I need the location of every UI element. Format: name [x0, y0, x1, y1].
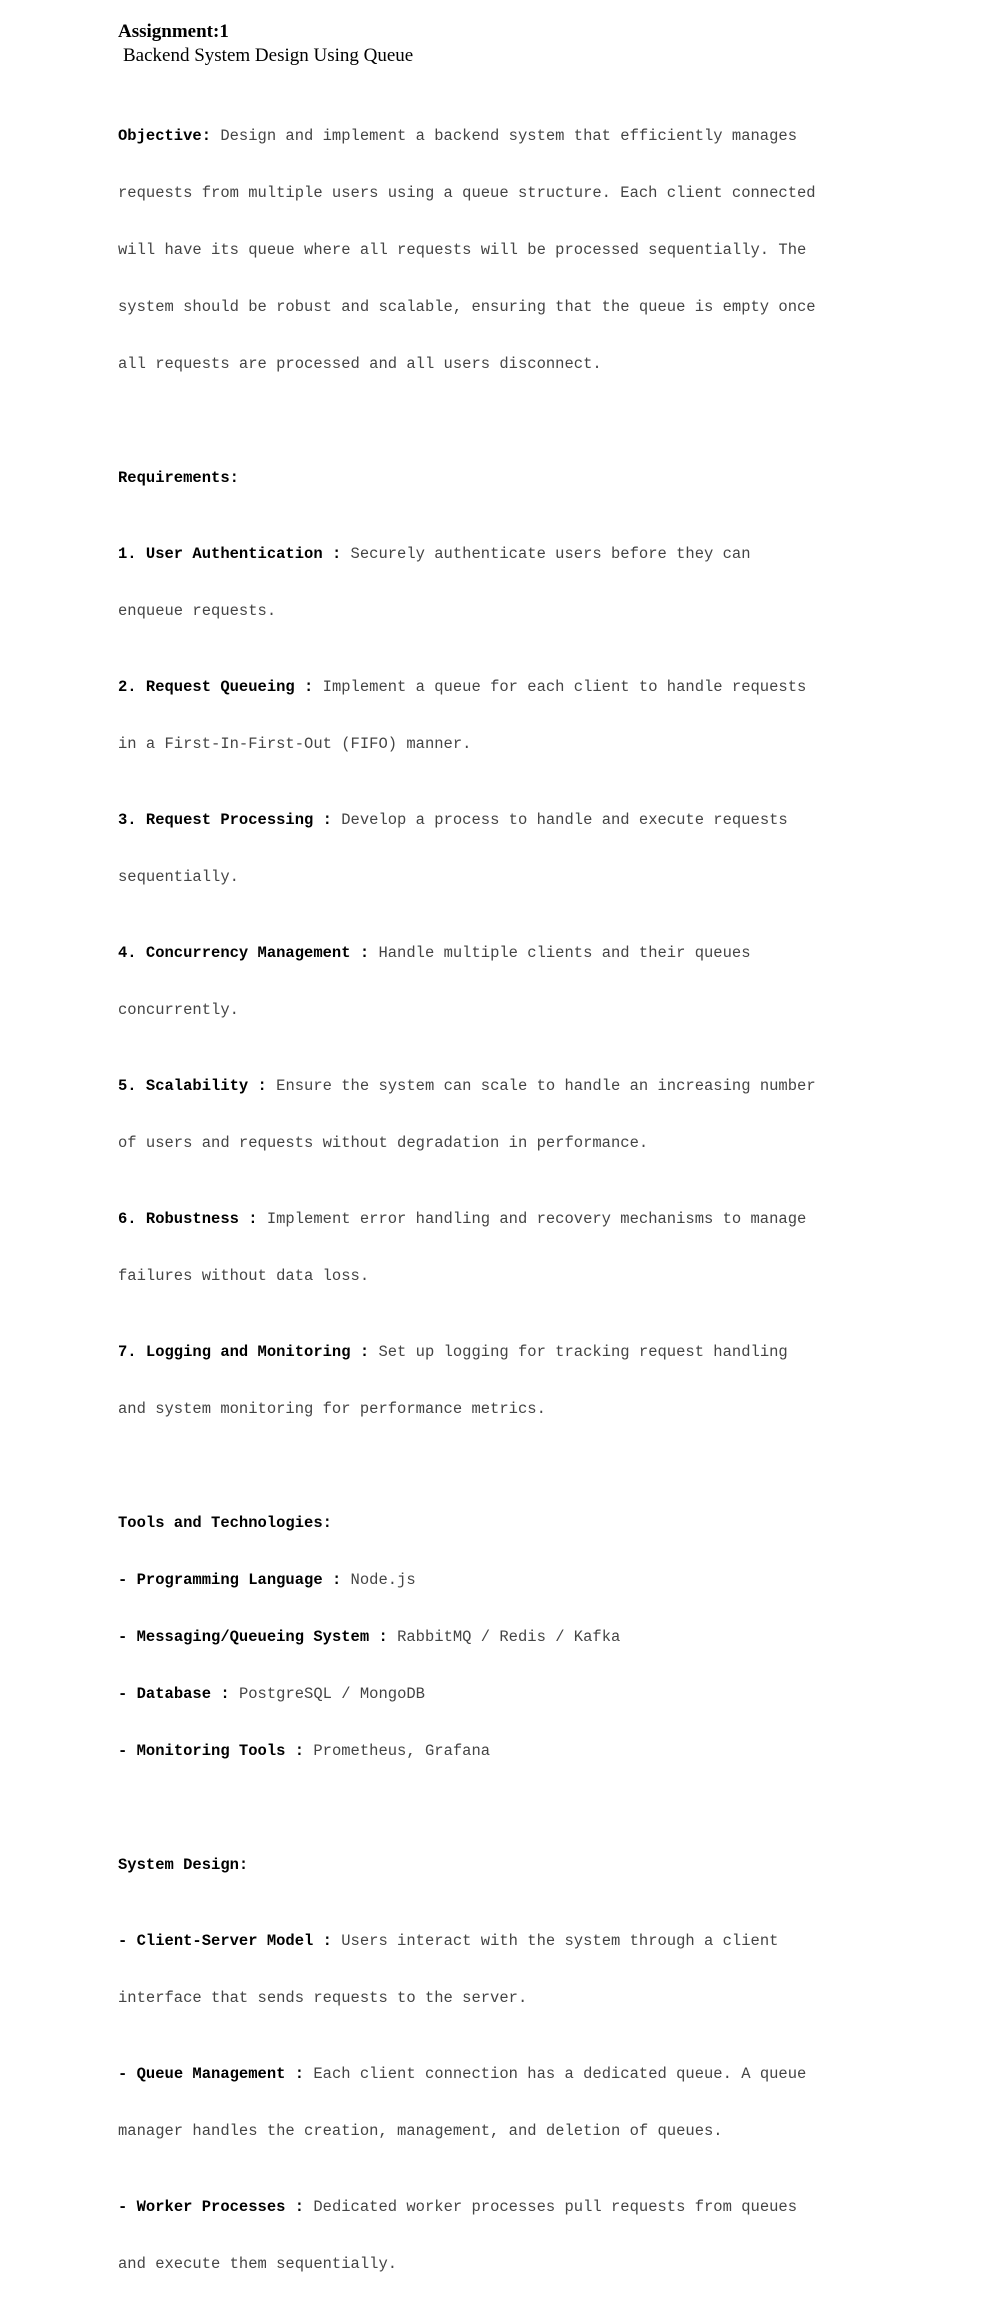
design-text: manager handles the creation, management, and deletion of queues.	[118, 2122, 723, 2140]
design-separator: :	[285, 2198, 314, 2216]
requirement-title: Robustness	[145, 1210, 239, 1228]
tool-title: Programming Language	[136, 1571, 323, 1589]
requirement-separator: :	[350, 1343, 379, 1361]
requirement-text: concurrently.	[118, 1001, 239, 1019]
objective-section	[118, 89, 918, 412]
requirement-title: Request Queueing	[145, 678, 295, 696]
design-text: and execute them sequentially.	[118, 2255, 398, 2273]
requirement-text: Set up logging for tracking request handling	[378, 1343, 788, 1361]
requirement-text: enqueue requests.	[118, 602, 277, 620]
objective-line: system should be robust and scalable, ensuring that the queue is empty once	[118, 298, 816, 316]
requirement-separator: :	[248, 1077, 277, 1095]
tool-separator: :	[285, 1742, 314, 1760]
requirement-text: Ensure the system can scale to handle an increasing number	[276, 1077, 816, 1095]
requirement-separator: :	[350, 944, 379, 962]
requirement-text: Develop a process to handle and execute requests	[341, 811, 788, 829]
design-separator: :	[285, 2065, 314, 2083]
requirements-heading: Requirements:	[118, 469, 239, 487]
requirement-text: Securely authenticate users before they can	[350, 545, 751, 563]
requirement-number: 6.	[118, 1210, 146, 1228]
document-content	[118, 20, 918, 2312]
design-separator: :	[313, 1932, 342, 1950]
design-text: interface that sends requests to the server.	[118, 1989, 528, 2007]
tool-separator: :	[211, 1685, 239, 1703]
design-title: Client-Server Model	[136, 1932, 314, 1950]
design-bullet: -	[118, 1932, 137, 1950]
requirement-title: Concurrency Management	[145, 944, 351, 962]
requirement-text: in a First-In-First-Out (FIFO) manner.	[118, 735, 472, 753]
requirement-separator: :	[313, 811, 342, 829]
tool-bullet: -	[118, 1742, 137, 1760]
requirement-text: and system monitoring for performance metrics.	[118, 1400, 546, 1418]
requirement-text: Implement a queue for each client to handle requests	[322, 678, 807, 696]
objective-line: requests from multiple users using a queue structure. Each client connected	[118, 184, 816, 202]
requirement-text: sequentially.	[118, 868, 239, 886]
assignment-subtitle: Backend System Design Using Queue	[123, 45, 414, 66]
objective-line: all requests are processed and all users disconnect.	[118, 355, 602, 373]
tool-title: Messaging/Queueing System	[136, 1628, 370, 1646]
requirement-text: of users and requests without degradation in performance.	[118, 1134, 649, 1152]
requirement-title: Request Processing	[145, 811, 314, 829]
tool-title: Monitoring Tools	[136, 1742, 286, 1760]
requirement-text: failures without data loss.	[118, 1267, 370, 1285]
requirement-title: User Authentication	[145, 545, 323, 563]
design-bullet: -	[118, 2065, 137, 2083]
requirement-title: Scalability	[145, 1077, 249, 1095]
design-text: Each client connection has a dedicated queue. A queue	[313, 2065, 807, 2083]
tool-value: Prometheus, Grafana	[313, 1742, 491, 1760]
assignment-title: Assignment:1	[118, 21, 229, 42]
objective-label: Objective:	[118, 127, 212, 145]
requirement-separator: :	[238, 1210, 267, 1228]
requirement-number: 2.	[118, 678, 146, 696]
tool-value: PostgreSQL / MongoDB	[238, 1685, 425, 1703]
requirement-title: Logging and Monitoring	[145, 1343, 351, 1361]
tool-value: Node.js	[350, 1571, 416, 1589]
tools-section	[118, 1476, 918, 1799]
objective-line: Design and implement a backend system that efficiently manages	[211, 127, 798, 145]
tool-title: Database	[136, 1685, 212, 1703]
requirement-number: 4.	[118, 944, 146, 962]
design-text: Users interact with the system through a client	[341, 1932, 779, 1950]
requirement-text: Implement error handling and recovery mechanisms to manage	[266, 1210, 807, 1228]
requirement-number: 7.	[118, 1343, 146, 1361]
tool-bullet: -	[118, 1685, 137, 1703]
objective-line: will have its queue where all requests will be processed sequentially. The	[118, 241, 807, 259]
requirement-number: 3.	[118, 811, 146, 829]
requirements-section	[118, 431, 918, 1457]
design-title: Worker Processes	[136, 2198, 286, 2216]
requirement-number: 5.	[118, 1077, 146, 1095]
tool-value: RabbitMQ / Redis / Kafka	[397, 1628, 621, 1646]
tool-separator: :	[322, 1571, 351, 1589]
requirement-number: 1.	[118, 545, 146, 563]
tool-bullet: -	[118, 1571, 137, 1589]
design-title: Queue Management	[136, 2065, 286, 2083]
tools-heading: Tools and Technologies:	[118, 1514, 332, 1532]
tool-bullet: -	[118, 1628, 137, 1646]
requirement-separator: :	[294, 678, 323, 696]
system-design-heading: System Design:	[118, 1856, 249, 1874]
system-design-section	[118, 1818, 918, 2312]
design-bullet: -	[118, 2198, 137, 2216]
tool-separator: :	[369, 1628, 398, 1646]
requirement-separator: :	[322, 545, 351, 563]
requirement-text: Handle multiple clients and their queues	[378, 944, 751, 962]
design-text: Dedicated worker processes pull requests from queues	[313, 2198, 798, 2216]
